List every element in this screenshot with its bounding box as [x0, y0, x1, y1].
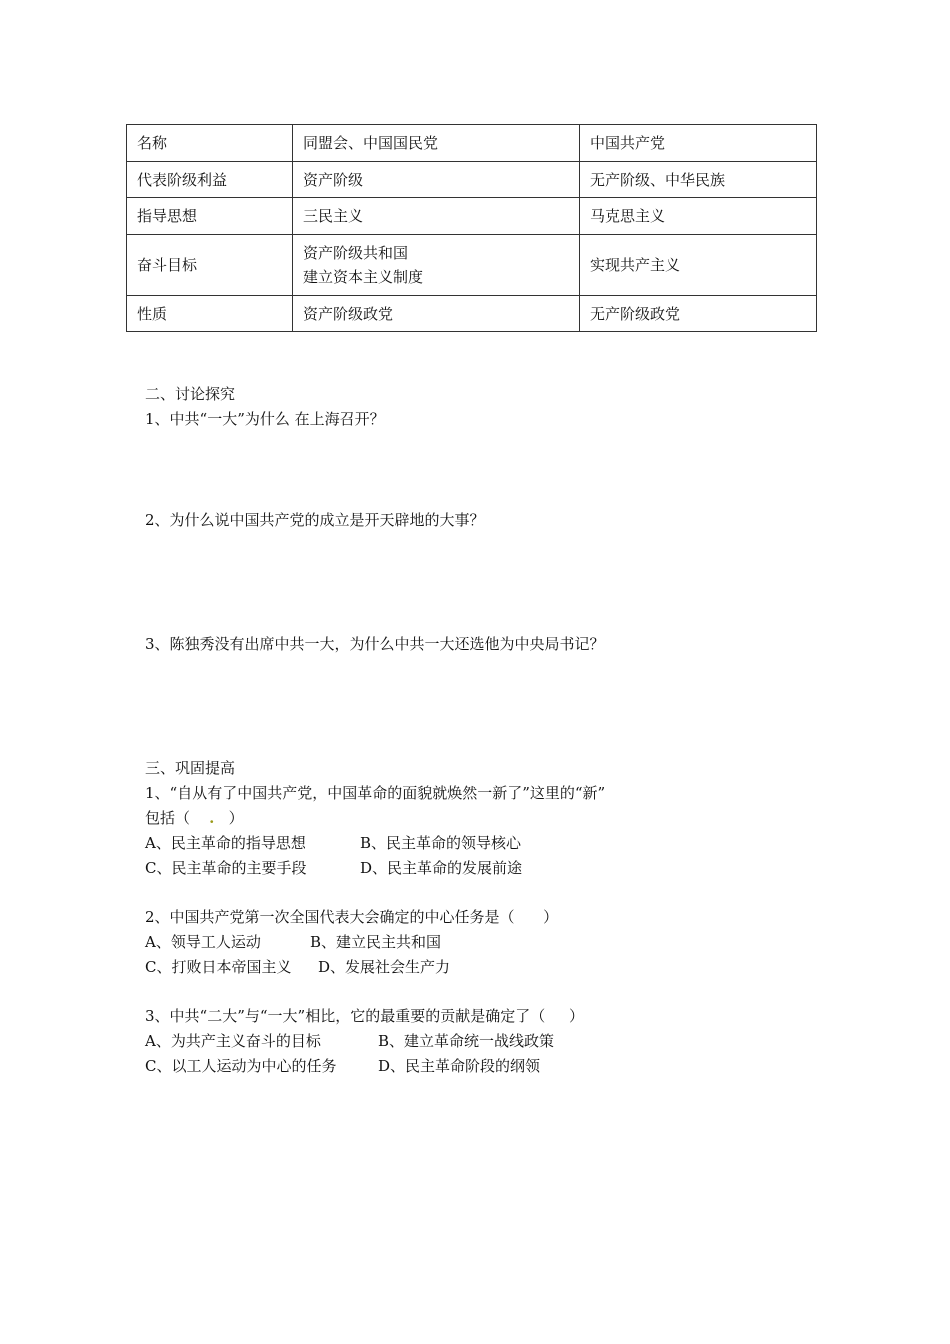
question-stem: 3、中共“二大”与“一大”相比，它的最重要的贡献是确定了（ ） [145, 1007, 585, 1025]
option-c: C、民主革命的主要手段 [145, 859, 307, 877]
table-cell: 中国共产党 [580, 125, 817, 162]
table-row [127, 198, 817, 235]
option-c: C、以工人运动为中心的任务 [145, 1057, 337, 1075]
discussion-question-3: 3、陈独秀没有出席中共一大，为什么中共一大还选他为中央局书记？ [145, 635, 605, 653]
table-cell: 无产阶级政党 [580, 296, 817, 332]
section-heading-discussion: 二、讨论探究 [145, 385, 236, 403]
option-d: D、发展社会生产力 [318, 958, 451, 976]
table-cell: 同盟会、中国国民党 [293, 125, 580, 162]
option-b: B、建立革命统一战线政策 [378, 1032, 555, 1050]
table-cell: 名称 [127, 125, 293, 162]
option-d: D、民主革命的发展前途 [360, 859, 523, 877]
question-stem: 2、中国共产党第一次全国代表大会确定的中心任务是（ ） [145, 908, 559, 926]
table-row [127, 296, 817, 332]
table-cell: 资产阶级 [293, 162, 580, 198]
option-a: A、领导工人运动 [145, 933, 261, 951]
table-cell: 实现共产主义 [580, 235, 817, 296]
stem-text: ） [214, 809, 244, 827]
answer-dot: . [209, 809, 215, 827]
table-cell-line: 资产阶级共和国 [303, 244, 409, 262]
question-stem: 1、“自从有了中国共产党，中国革命的面貌就焕然一新了”这里的“新” [145, 784, 606, 802]
table-cell: 资产阶级政党 [293, 296, 580, 332]
option-a: A、为共产主义奋斗的目标 [145, 1032, 321, 1050]
table-row [127, 162, 817, 198]
table-cell: 无产阶级、中华民族 [580, 162, 817, 198]
table-row [127, 125, 817, 162]
question-stem-line2 [145, 808, 244, 828]
table-row [127, 235, 817, 296]
option-b: B、民主革命的领导核心 [360, 834, 522, 852]
table-cell: 奋斗目标 [127, 235, 293, 296]
table-cell: 性质 [127, 296, 293, 332]
option-a: A、民主革命的指导思想 [145, 834, 306, 852]
section-heading-consolidation: 三、巩固提高 [145, 759, 236, 777]
table-cell: 代表阶级利益 [127, 162, 293, 198]
table-cell-line: 建立资本主义制度 [303, 268, 424, 286]
table-cell: 指导思想 [127, 198, 293, 235]
table-cell-multiline [293, 235, 580, 296]
comparison-table [126, 124, 817, 332]
table-cell: 马克思主义 [580, 198, 817, 235]
stem-text: 包括（ [145, 809, 210, 827]
discussion-question-1: 1、中共“一大”为什么 在上海召开？ [145, 410, 385, 428]
option-d: D、民主革命阶段的纲领 [378, 1057, 541, 1075]
table-cell: 三民主义 [293, 198, 580, 235]
discussion-question-2: 2、为什么说中国共产党的成立是开天辟地的大事？ [145, 511, 485, 529]
option-c: C、打败日本帝国主义 [145, 958, 292, 976]
option-b: B、建立民主共和国 [310, 933, 442, 951]
